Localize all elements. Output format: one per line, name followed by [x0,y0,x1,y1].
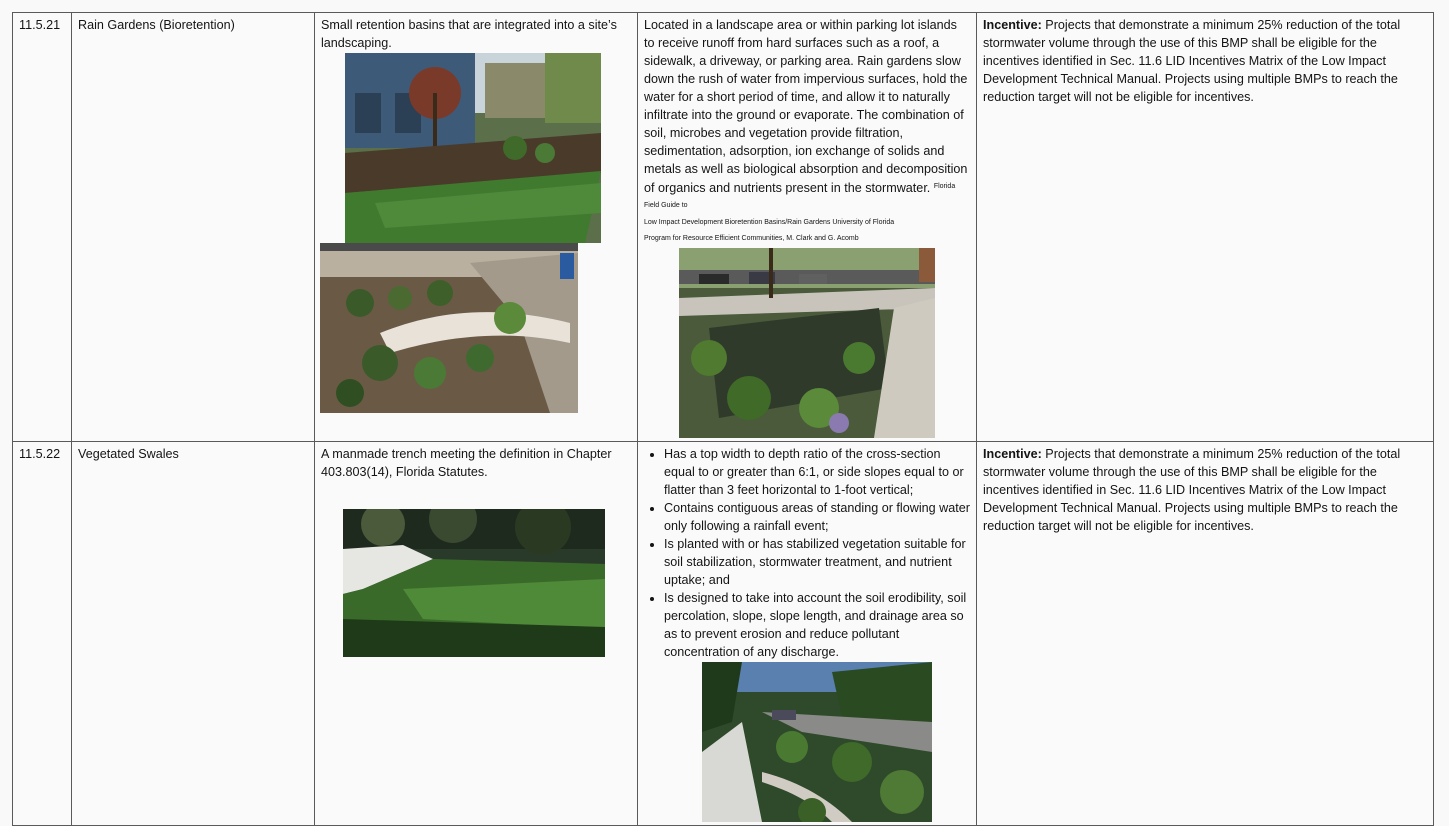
bmp-name-cell [72,442,315,826]
bmp-table [12,12,1434,826]
bmp-description: Located in a landscape area or within parking lot islands to receive runoff from hard surfaces such as a roof, a sidewalk, a driveway, or parking area. Rain gardens slow down the rush of water from impervious surfaces, hold the water for a short period of time, and allow it to naturally infiltrate into the ground or evaporate. The combination of soil, microbes and vegetation provide filtration, sedimentation, adsorption, ion exchange of solids and metals as well as biological absorption and decomposition of organics and nutrients present in the stormwater. $^{Florida Field Guide to}$ [644,18,968,209]
swale-lawn-photo [343,509,605,657]
table-row [13,442,1434,826]
incentive-text: Projects that demonstrate a minimum 25% reduction of the total stormwater volume through the use of this BMP shall be eligible for the incentives identified in Sec. 11.6 LID Incentives Matrix of the Low Impact Development Technical Manual. Projects using multiple BMPs to reach the reduction target will not be eligible for incentives. [983,447,1401,533]
citation-source-c: Program for Resource Efficient Communities, M. Clark and G. Acomb [644,235,859,242]
table-row [13,13,1434,442]
bmp-definition: Small retention basins that are integrated into a site’s landscaping. [321,18,617,50]
bmp-code-cell [13,13,72,442]
list-item: • Has a top width to depth ratio of the cross-section equal to or greater than 6:1, or side slopes equal to or flatter than 3 feet horizontal to 1-foot vertical; [664,445,970,499]
bmp-definition-cell [315,442,638,826]
citation-source-a: Florida Field Guide to [644,183,956,209]
list-item: • Is designed to take into account the soil erodibility, soil percolation, slope, slope length, and drainage area so as to prevent erosion and reduce pollutant concentration of any discharge. [664,589,970,661]
bmp-code: 11.5.22 [19,447,61,461]
rain-garden-house-photo [345,53,601,243]
bmp-code-cell [13,442,72,826]
bmp-criteria-list [644,445,970,661]
rain-garden-landscaped-photo [320,243,578,413]
bmp-definition: A manmade trench meeting the definition in Chapter 403.803(14), Florida Statutes. [321,447,612,479]
bmp-description-cell [638,442,977,826]
swale-roadside-photo [702,662,932,822]
bmp-definition-cell [315,13,638,442]
bmp-description-cell [638,13,977,442]
incentive-text: Projects that demonstrate a minimum 25% reduction of the total stormwater volume through the use of this BMP shall be eligible for the incentives identified in Sec. 11.6 LID Incentives Matrix of the Low Impact Development Technical Manual. Projects using multiple BMPs to reach the reduction target will not be eligible for incentives. [983,18,1401,104]
list-item: • Contains contiguous areas of standing or flowing water only following a rainfall event; [664,499,970,535]
citation-source-b: Low Impact Development Bioretention Basins/Rain Gardens University of Florida [644,219,895,226]
bmp-code: 11.5.21 [19,18,61,32]
bmp-incentive-cell [977,442,1434,826]
bmp-incentive-cell [977,13,1434,442]
incentive-label: Incentive: [983,447,1042,461]
list-item: • Is planted with or has stabilized vegetation suitable for soil stabilization, stormwater treatment, and nutrient uptake; and [664,535,970,589]
bmp-name-cell [72,13,315,442]
bmp-name: Rain Gardens (Bioretention) [78,18,235,32]
rain-garden-parking-lot-photo [679,248,935,438]
incentive-label: Incentive: [983,18,1042,32]
bmp-name: Vegetated Swales [78,447,179,461]
